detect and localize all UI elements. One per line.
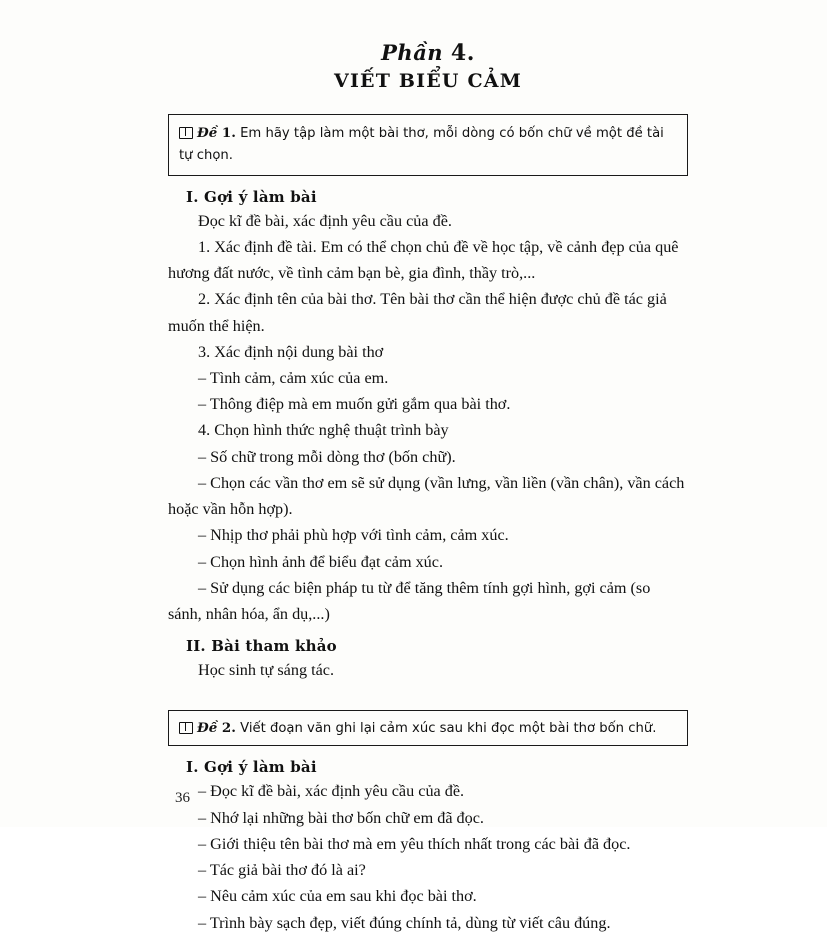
book-icon: [179, 722, 192, 733]
text-line: Đọc kĩ đề bài, xác định yêu cầu của đề.: [198, 211, 452, 230]
text-line: 3. Xác định nội dung bài thơ: [198, 342, 384, 361]
exercise-2-section-1-heading: I. Gợi ý làm bài: [186, 758, 317, 777]
text-line: 1. Xác định đề tài. Em có thể chọn chủ đề về học tập, về cảnh đẹp của quê hương đất nước, về tình cảm bạn bè, gia đình, thầy trò,...: [168, 237, 679, 283]
text-line: – Nêu cảm xúc của em sau khi đọc bài thơ.: [198, 887, 477, 906]
text-line: Học sinh tự sáng tác.: [198, 661, 334, 680]
text-line: – Tác giả bài thơ đó là ai?: [198, 861, 366, 880]
exercise-2-prompt-text: Viết đoạn văn ghi lại cảm xúc sau khi đọc một bài thơ bốn chữ.: [240, 720, 657, 736]
text-line: – Tình cảm, cảm xúc của em.: [198, 368, 389, 387]
text-line: – Thông điệp mà em muốn gửi gắm qua bài thơ.: [198, 395, 511, 414]
exercise-1-prompt-text: Em hãy tập làm một bài thơ, mỗi dòng có bốn chữ về một đề tài tự chọn.: [179, 126, 664, 163]
text-line: – Số chữ trong mỗi dòng thơ (bốn chữ).: [198, 447, 456, 466]
exercise-1-prompt-box: [168, 114, 688, 176]
part-label: [168, 40, 688, 66]
text-line: – Trình bày sạch đẹp, viết đúng chính tả, dùng từ viết câu đúng.: [198, 913, 611, 932]
exercise-2-prompt-box: [168, 710, 688, 747]
book-icon: [179, 127, 192, 138]
text-line: – Nhớ lại những bài thơ bốn chữ em đã đọc.: [198, 808, 484, 827]
text-line: 4. Chọn hình thức nghệ thuật trình bày: [198, 421, 449, 440]
exercise-1: [168, 114, 688, 684]
text-line: – Nhịp thơ phải phù hợp với tình cảm, cảm xúc.: [198, 526, 509, 545]
part-prefix: Phần: [381, 40, 444, 65]
page-content: [168, 40, 688, 936]
text-line: – Sử dụng các biện pháp tu từ để tăng thêm tính gợi hình, gợi cảm (so sánh, nhân hóa, ẩn dụ,...): [168, 578, 651, 624]
exercise-1-section-1-heading: I. Gợi ý làm bài: [186, 187, 317, 206]
text-line: – Chọn hình ảnh để biểu đạt cảm xúc.: [198, 552, 444, 571]
exercise-2-label: Đề 2.: [197, 719, 236, 736]
exercise-2: [168, 710, 688, 936]
exercise-1-section-2-heading: II. Bài tham khảo: [186, 637, 337, 656]
text-line: – Đọc kĩ đề bài, xác định yêu cầu của đề.: [198, 782, 465, 801]
text-line: – Giới thiệu tên bài thơ mà em yêu thích nhất trong các bài đã đọc.: [198, 834, 631, 853]
page-title: VIẾT BIỂU CẢM: [334, 70, 522, 92]
page-number: 36: [175, 790, 190, 806]
exercise-1-label: Đề 1.: [197, 125, 236, 141]
part-number: 4.: [450, 40, 475, 66]
text-line: 2. Xác định tên của bài thơ. Tên bài thơ cần thể hiện được chủ đề tác giả muốn thể hiện.: [168, 290, 667, 335]
text-line: – Chọn các vần thơ em sẽ sử dụng (vần lưng, vần liền (vần chân), vần cách hoặc vần hỗn hợp).: [168, 473, 685, 519]
